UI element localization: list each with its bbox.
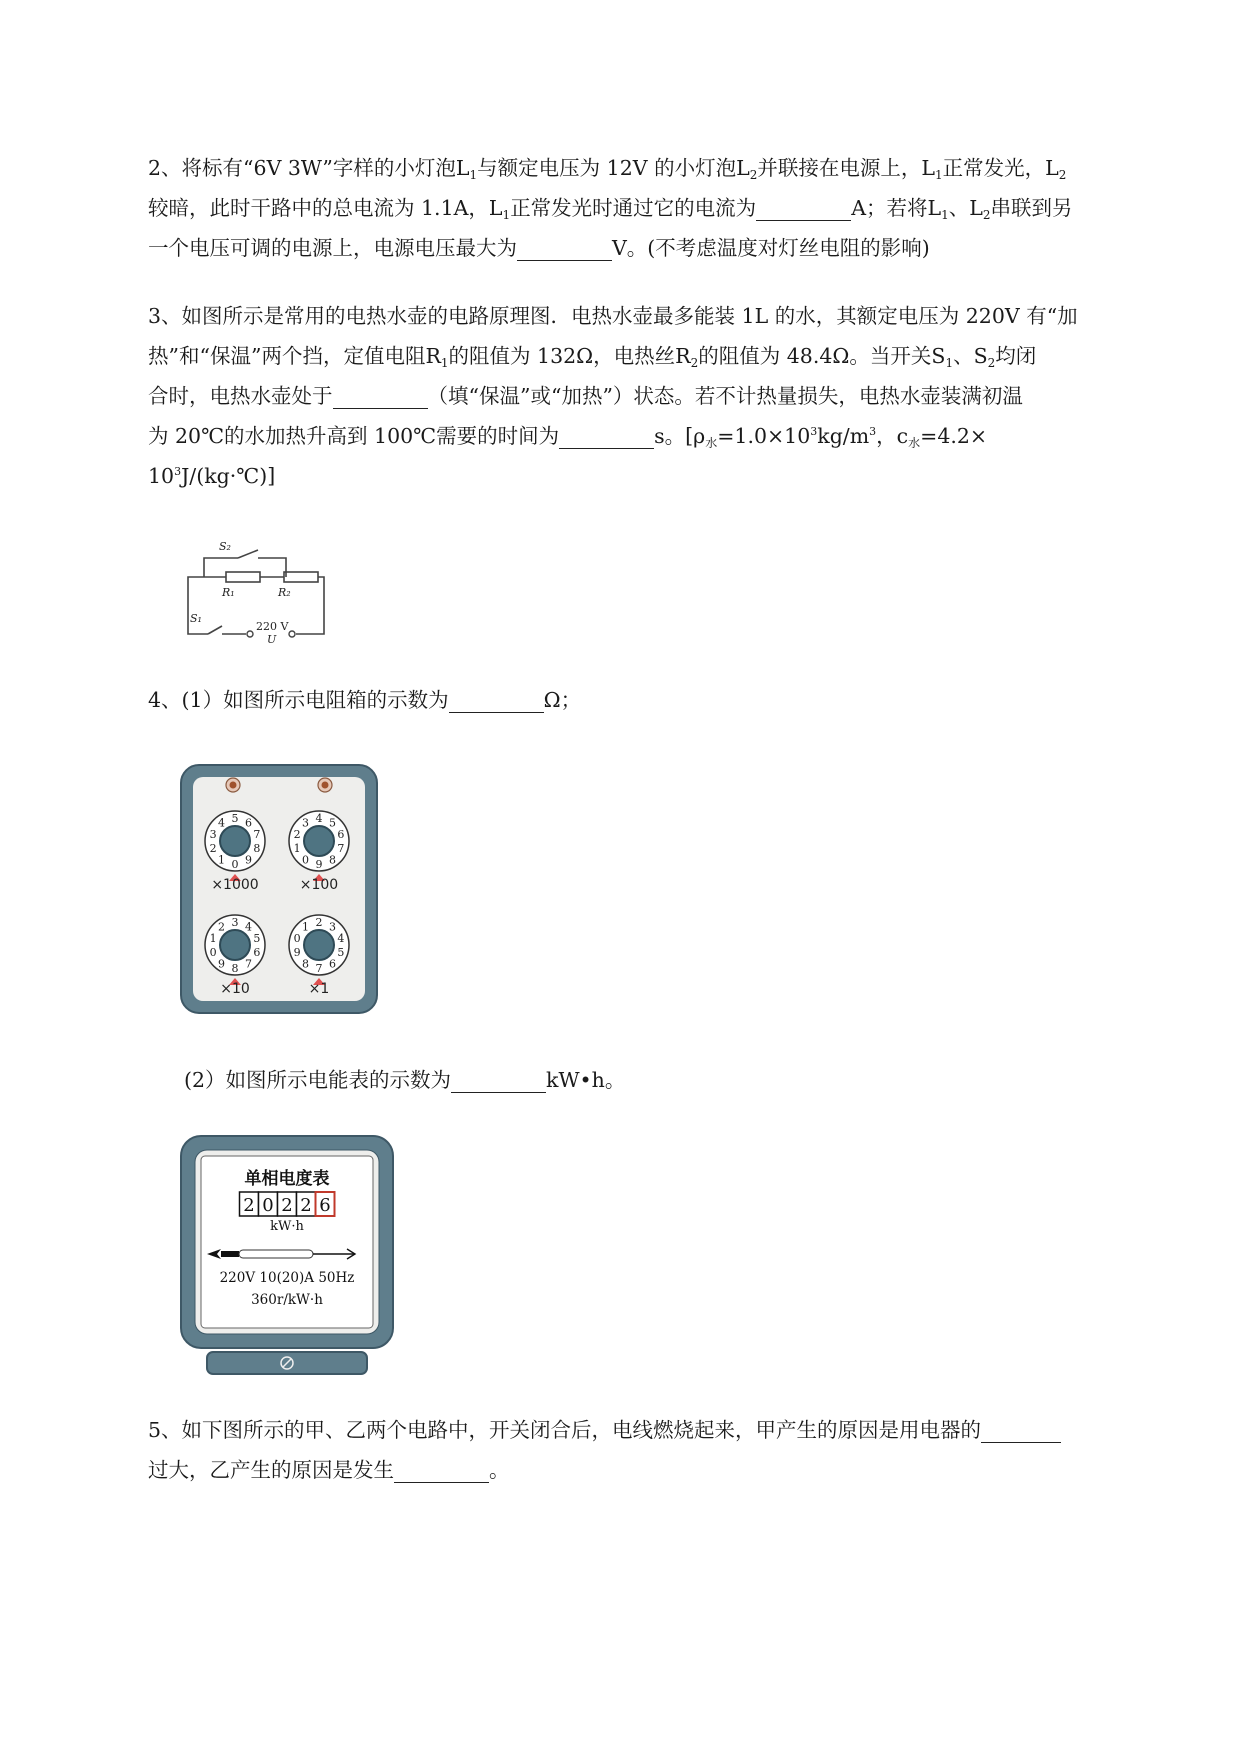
dial-knob	[220, 930, 250, 960]
multiplier-1: ×1	[308, 981, 330, 997]
meter-digit: 6	[319, 1195, 331, 1216]
q3-line-2	[148, 336, 1148, 376]
sub-1: 1	[934, 168, 943, 182]
q4-line-1	[148, 680, 1148, 720]
dial-digit: 6	[253, 946, 261, 960]
sub-1: 1	[941, 208, 949, 222]
sub-2: 2	[690, 356, 699, 370]
multiplier-100: ×100	[299, 877, 339, 893]
multiplier-10: ×10	[220, 981, 250, 997]
sub-2: 2	[1058, 168, 1067, 182]
question-5	[148, 1410, 1148, 1490]
dial-digit: 2	[293, 827, 301, 841]
q3-line-4	[148, 416, 1148, 456]
dial-digit: 8	[231, 962, 239, 975]
dial-digit: 3	[231, 916, 239, 929]
sub-2: 2	[982, 208, 991, 222]
q4-line-2	[184, 1060, 1184, 1100]
answer-blank[interactable]	[517, 234, 612, 261]
sub-water: 水	[705, 436, 718, 450]
symbol-L: L	[736, 156, 750, 180]
q2-text: 较暗，此时干路中的总电流为 1.1A，	[148, 196, 489, 220]
q3-text: 、	[953, 344, 974, 368]
q2-text: 与额定电压为 12V 的小灯泡	[477, 156, 737, 180]
dial-digit: 4	[337, 931, 345, 945]
q2-text: 正常发光，	[942, 156, 1046, 180]
meter-digit: 0	[262, 1195, 274, 1216]
dial-digit: 0	[302, 853, 309, 867]
dial-digit: 0	[231, 858, 239, 871]
sub-water: 水	[908, 436, 921, 450]
dial-knob	[304, 930, 334, 960]
dial-digit: 3	[209, 827, 217, 841]
answer-blank[interactable]	[333, 382, 428, 409]
answer-blank[interactable]	[394, 1456, 489, 1483]
q5-line-1	[148, 1410, 1148, 1450]
dial-digit: 5	[329, 816, 336, 830]
sup-3: 3	[869, 425, 877, 438]
dial-digit: 6	[337, 827, 345, 841]
label-u: U	[267, 633, 277, 645]
question-2	[148, 148, 1148, 268]
dial-digit: 8	[253, 842, 261, 856]
dial-digit: 4	[218, 816, 225, 830]
q3-line-5	[148, 456, 1148, 496]
dial-digit: 4	[245, 920, 252, 934]
meter-digit: 2	[281, 1195, 293, 1216]
answer-blank[interactable]	[756, 194, 851, 221]
label-r1: R₁	[222, 586, 235, 599]
q2-text: V。(不考虑温度对灯丝电阻的影响)	[612, 236, 930, 260]
answer-blank[interactable]	[451, 1066, 546, 1093]
dial-digit: 7	[253, 827, 261, 841]
sub-1: 1	[469, 168, 478, 182]
q4-text: kW•h。	[546, 1068, 626, 1092]
dial-digit: 2	[218, 920, 225, 934]
meter-digits	[240, 1192, 335, 1216]
energy-meter	[179, 1134, 397, 1376]
dial-digit: 9	[293, 946, 301, 960]
question-3	[148, 296, 1148, 496]
q3-text: 合时，电热水壶处于	[148, 384, 333, 408]
symbol-L: L	[455, 156, 470, 180]
symbol-L: L	[488, 196, 503, 220]
q2-text: 并联接在电源上，	[757, 156, 922, 180]
q5-text: 。	[489, 1458, 510, 1482]
dial-digit: 5	[253, 931, 261, 945]
symbol-L: L	[921, 156, 935, 180]
dial-digit: 5	[337, 946, 345, 960]
sub-1: 1	[440, 356, 449, 370]
dial-knob	[304, 826, 334, 856]
resistance-box	[179, 763, 379, 1015]
q2-text: 2、将标有“6V 3W”字样的小灯泡	[148, 156, 456, 180]
question-4-part-2	[184, 1060, 1184, 1100]
q5-text: 过大，乙产生的原因是发生	[148, 1458, 394, 1482]
dial-digit: 3	[329, 920, 336, 934]
q5-text: 5、如下图所示的甲、乙两个电路中，开关闭合后，电线燃烧起来，甲产生的原因是用电器的	[148, 1418, 982, 1442]
q3-text: 热”和“保温”两个挡，定值电阻	[148, 344, 426, 368]
q5-line-2	[148, 1450, 1148, 1490]
dial-digit: 0	[293, 931, 301, 945]
meter-spec-1: 220V 10(20)A 50Hz	[219, 1270, 355, 1286]
dial-digit: 2	[209, 842, 217, 856]
dial-digit: 2	[315, 916, 323, 929]
meter-digit: 2	[300, 1195, 312, 1216]
q3-text: 为 20℃的水加热升高到 100℃需要的时间为	[148, 424, 560, 448]
dial-digit: 6	[245, 816, 252, 830]
dial-digit: 4	[315, 812, 323, 825]
q2-line-1	[148, 148, 1148, 188]
symbol-L: L	[969, 196, 983, 220]
q4-text: (2）如图所示电能表的示数为	[184, 1068, 452, 1092]
q3-text: 均闭	[995, 344, 1037, 368]
sup-3: 3	[810, 425, 818, 438]
meter-unit: kW·h	[270, 1219, 304, 1234]
q2-text: 一个电压可调的电源上，电源电压最大为	[148, 236, 517, 260]
dial-digit: 0	[209, 946, 217, 960]
dial-digit: 9	[218, 957, 225, 971]
q3-text: J/(kg·℃)]	[181, 464, 276, 488]
meter-spec-2: 360r/kW·h	[251, 1292, 323, 1308]
sub-1: 1	[502, 208, 511, 222]
multiplier-1000: ×1000	[211, 877, 259, 893]
q3-text: 的阻值为 48.4Ω。当开关	[698, 344, 932, 368]
sub-1: 1	[945, 356, 954, 370]
q3-text: ，c	[876, 424, 909, 448]
dial-digit: 1	[209, 931, 217, 945]
q4-text: 4、(1）如图所示电阻箱的示数为	[148, 688, 449, 712]
q3-text: s。[ρ	[654, 424, 706, 448]
question-4-part-1	[148, 680, 1148, 720]
q2-line-3	[148, 228, 1148, 268]
q3-line-3	[148, 376, 1148, 416]
kettle-circuit-diagram	[186, 530, 326, 645]
symbol-S: S	[931, 344, 946, 368]
q4-text: Ω；	[543, 688, 582, 712]
dial-knob	[220, 826, 250, 856]
q3-text: =4.2×	[920, 424, 988, 448]
dial-digit: 1	[293, 842, 301, 856]
dial-digit: 8	[329, 853, 336, 867]
sup-3: 3	[174, 465, 182, 478]
q3-text: 的阻值为 132Ω，电热丝	[448, 344, 676, 368]
q3-text: kg/m	[817, 424, 870, 448]
symbol-L: L	[1045, 156, 1059, 180]
label-voltage: 220 V	[256, 620, 289, 633]
dial-digit: 6	[329, 957, 336, 971]
dial-digit: 9	[245, 853, 252, 867]
dial-digit: 5	[231, 812, 239, 825]
q2-text: 、	[948, 196, 970, 220]
label-r2: R₂	[278, 586, 291, 599]
q2-line-2	[148, 188, 1148, 228]
dial-digit: 1	[218, 853, 225, 867]
q3-line-1: 3、如图所示是常用的电热水壶的电路原理图．电热水壶最多能装 1L 的水，其额定电压为 220V 有“加	[148, 304, 1078, 328]
answer-blank[interactable]	[449, 686, 544, 713]
dial-digit: 3	[302, 816, 309, 830]
q2-text: 正常发光时通过它的电流为	[510, 196, 757, 220]
dial-digit: 7	[245, 957, 252, 971]
label-s1: S₁	[190, 612, 202, 625]
dial-digit: 7	[315, 962, 323, 975]
meter-digit: 2	[243, 1195, 255, 1216]
symbol-S: S	[973, 344, 988, 368]
q3-text: =1.0×10	[717, 424, 811, 448]
symbol-R: R	[425, 344, 441, 368]
q3-text: 10	[148, 464, 175, 488]
dial-digit: 9	[315, 858, 323, 871]
dial-digit: 1	[302, 920, 309, 934]
meter-title: 单相电度表	[244, 1169, 330, 1189]
label-s2: S₂	[219, 540, 231, 553]
q2-text: 串联到另	[990, 196, 1073, 220]
answer-blank[interactable]	[559, 422, 654, 449]
q2-text: A；若将	[851, 196, 928, 220]
q3-text: （填“保温”或“加热”）状态。若不计热量损失，电热水壶装满初温	[427, 384, 1023, 408]
symbol-R: R	[675, 344, 691, 368]
sub-2: 2	[749, 168, 758, 182]
dial-digit: 8	[302, 957, 309, 971]
dial-digit: 7	[337, 842, 345, 856]
sub-2: 2	[987, 356, 996, 370]
symbol-L: L	[927, 196, 942, 220]
answer-blank[interactable]	[981, 1416, 1061, 1443]
